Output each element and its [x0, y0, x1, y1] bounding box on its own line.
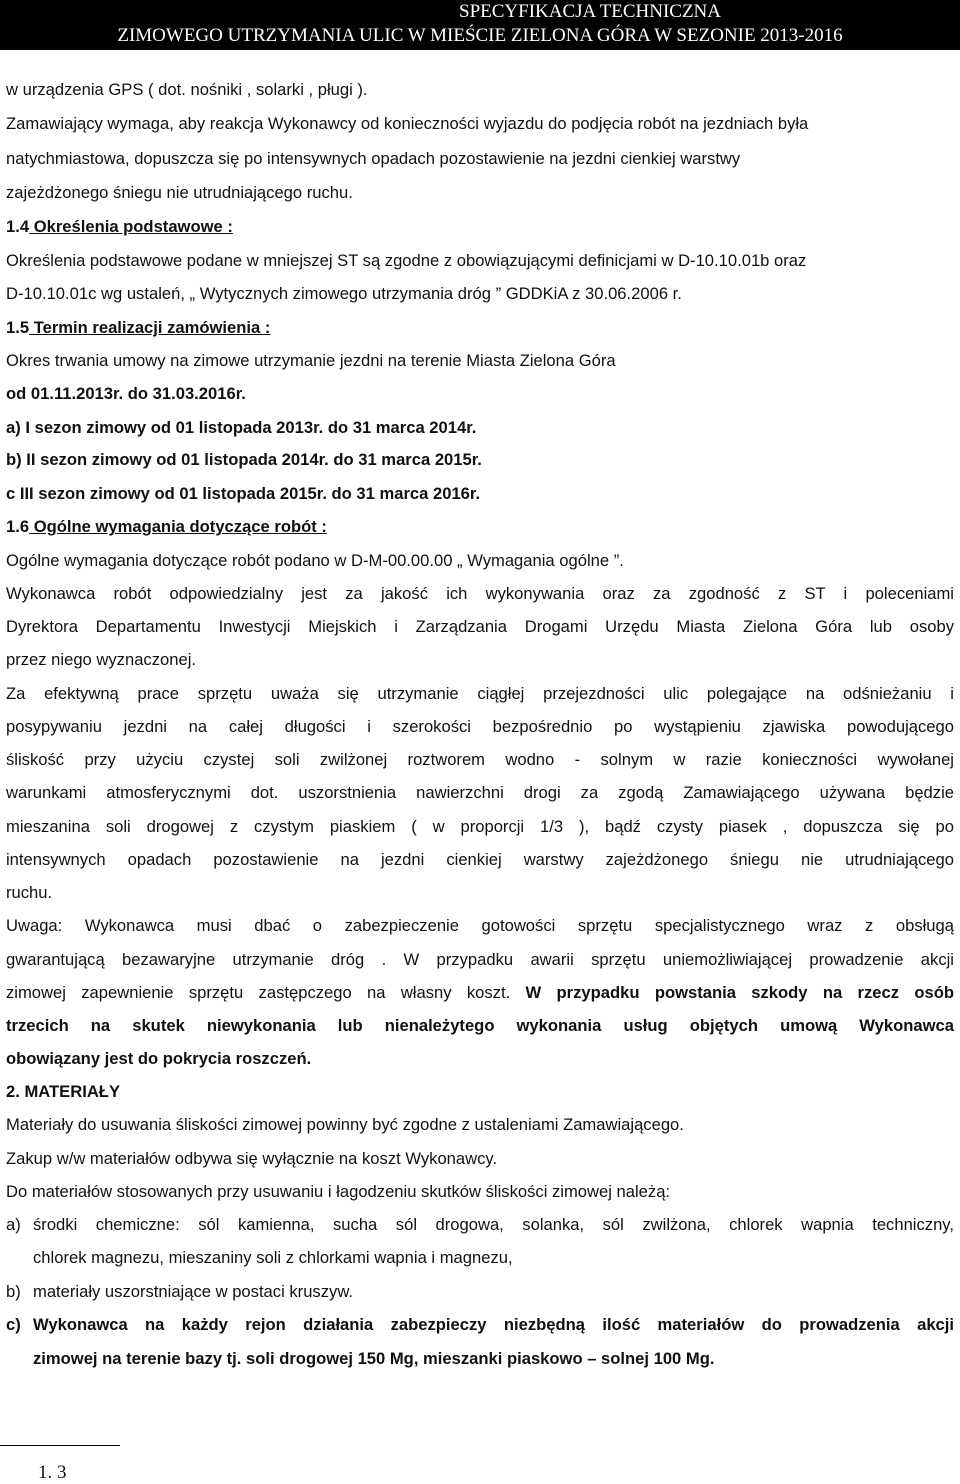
header-title: SPECYFIKACJA TECHNICZNA — [459, 1, 721, 22]
list-item: materiały uszorstniające w postaci kruszyw. — [33, 1282, 354, 1301]
paragraph-line: Zakup w/w materiałów odbywa się wyłącznie na koszt Wykonawcy. — [6, 1149, 498, 1168]
paragraph-line: śliskość przy użyciu czystej soli zwilżonej roztworem wodno - solnym w razie konieczności wywołanej — [6, 750, 954, 769]
paragraph-line: Za efektywną prace sprzętu uważa się utrzymanie ciągłej przejezdności ulic polegające na odśnieżaniu i — [6, 684, 954, 703]
paragraph-line: Uwaga: Wykonawca musi dbać o zabezpieczenie gotowości sprzętu specjalistycznego wraz z obsługą — [6, 916, 954, 935]
paragraph-line: Zamawiający wymaga, aby reakcja Wykonawcy od konieczności wyjazdu do podjęcia robót na jezdniach była — [6, 114, 809, 133]
bold-text: W przypadku powstania szkody na rzecz osób — [525, 983, 954, 1002]
paragraph-line: posypywaniu jezdni na całej długości i szerokości bezpośrednio po wystąpieniu zjawiska powodującego — [6, 717, 954, 736]
paragraph-line: Wykonawca robót odpowiedzialny jest za jakość ich wykonywania oraz za zgodność z ST i poleceniami — [6, 584, 954, 603]
list-item: Wykonawca na każdy rejon działania zabezpieczy niezbędną ilość materiałów do prowadzenia akcji — [33, 1315, 954, 1334]
paragraph-line: Okres trwania umowy na zimowe utrzymanie jezdni na terenie Miasta Zielona Góra — [6, 351, 616, 370]
section-title: Termin realizacji zamówienia : — [29, 318, 271, 337]
paragraph-line: warunkami atmosferycznymi dot. uszorstnienia nawierzchni drogi za zgodą Zamawiającego używana będzie — [6, 783, 954, 802]
paragraph-line: obowiązany jest do pokrycia roszczeń. — [6, 1049, 312, 1068]
season-item: a) I sezon zimowy od 01 listopada 2013r. do 31 marca 2014r. — [6, 418, 477, 437]
list-item: środki chemiczne: sól kamienna, sucha sól drogowa, solanka, sól zwilżona, chlorek wapnia techniczny, — [33, 1215, 954, 1234]
list-marker: c) — [6, 1315, 21, 1334]
date-range: od 01.11.2013r. do 31.03.2016r. — [6, 384, 246, 403]
section-title: Określenia podstawowe : — [29, 217, 233, 236]
paragraph-line: ruchu. — [6, 883, 53, 902]
paragraph-line — [6, 983, 954, 1003]
paragraph-line: natychmiastowa, dopuszcza się po intensywnych opadach pozostawienie na jezdni cienkiej warstwy — [6, 149, 741, 168]
section-heading-1-4 — [6, 217, 233, 237]
list-marker: a) — [6, 1215, 21, 1234]
paragraph-line: D-10.10.01c wg ustaleń, „ Wytycznych zimowego utrzymania dróg ” GDDKiA z 30.06.2006 r. — [6, 284, 682, 303]
paragraph-line: Określenia podstawowe podane w mniejszej ST są zgodne z obowiązującymi definicjami w D-10.10.01b oraz — [6, 251, 807, 270]
paragraph-line: Materiały do usuwania śliskości zimowej powinny być zgodne z ustaleniami Zamawiającego. — [6, 1115, 684, 1134]
paragraph-line: gwarantującą bezawaryjne utrzymanie dróg . W przypadku awarii sprzętu uniemożliwiającej prowadzenie akcji — [6, 950, 954, 969]
paragraph-line: intensywnych opadach pozostawienie na jezdni cienkiej warstwy zajeżdżonego śniegu nie utrudniającego — [6, 850, 954, 869]
header-subtitle: ZIMOWEGO UTRZYMANIA ULIC W MIEŚCIE ZIELONA GÓRA W SEZONIE 2013-2016 — [117, 25, 843, 46]
footer-rule — [0, 1445, 120, 1446]
paragraph-line: Ogólne wymagania dotyczące robót podano w D-M-00.00.00 „ Wymagania ogólne ”. — [6, 551, 624, 570]
paragraph-line: Dyrektora Departamentu Inwestycji Miejskich i Zarządzania Drogami Urzędu Miasta Zielona Góra lub osoby — [6, 617, 954, 636]
paragraph-line: w urządzenia GPS ( dot. nośniki , solarki , pługi ). — [6, 80, 368, 99]
paragraph-line: mieszanina soli drogowej z czystym piaskiem ( w proporcji 1/3 ), bądź czysty piasek , dopuszcza się po — [6, 817, 954, 836]
list-marker: b) — [6, 1282, 21, 1301]
list-item-continuation: chlorek magnezu, mieszaniny soli z chlorkami wapnia i magnezu, — [33, 1248, 513, 1267]
section-number: 1.6 — [6, 517, 30, 536]
section-heading-1-6 — [6, 517, 327, 537]
paragraph-line: zajeżdżonego śniegu nie utrudniającego ruchu. — [6, 183, 353, 202]
season-item: b) II sezon zimowy od 01 listopada 2014r. do 31 marca 2015r. — [6, 450, 482, 469]
list-item-continuation: zimowej na terenie bazy tj. soli drogowej 150 Mg, mieszanki piaskowo – solnej 100 Mg. — [33, 1349, 715, 1368]
paragraph-line: przez niego wyznaczonej. — [6, 650, 197, 669]
season-item: c III sezon zimowy od 01 listopada 2015r. do 31 marca 2016r. — [6, 484, 481, 503]
paragraph-line: trzecich na skutek niewykonania lub nienależytego wykonania usług objętych umową Wykonawca — [6, 1016, 954, 1035]
document-header — [0, 0, 960, 50]
section-heading-1-5 — [6, 318, 270, 338]
normal-text: zimowej zapewnienie sprzętu zastępczego na własny koszt. — [6, 983, 526, 1002]
section-number: 1.4 — [6, 217, 30, 236]
section-heading-2: 2. MATERIAŁY — [6, 1082, 121, 1101]
section-number: 1.5 — [6, 318, 30, 337]
paragraph-line: Do materiałów stosowanych przy usuwaniu i łagodzeniu skutków śliskości zimowej należą: — [6, 1182, 671, 1201]
page-number: 1. 3 — [38, 1462, 67, 1483]
section-title: Ogólne wymagania dotyczące robót : — [29, 517, 327, 536]
